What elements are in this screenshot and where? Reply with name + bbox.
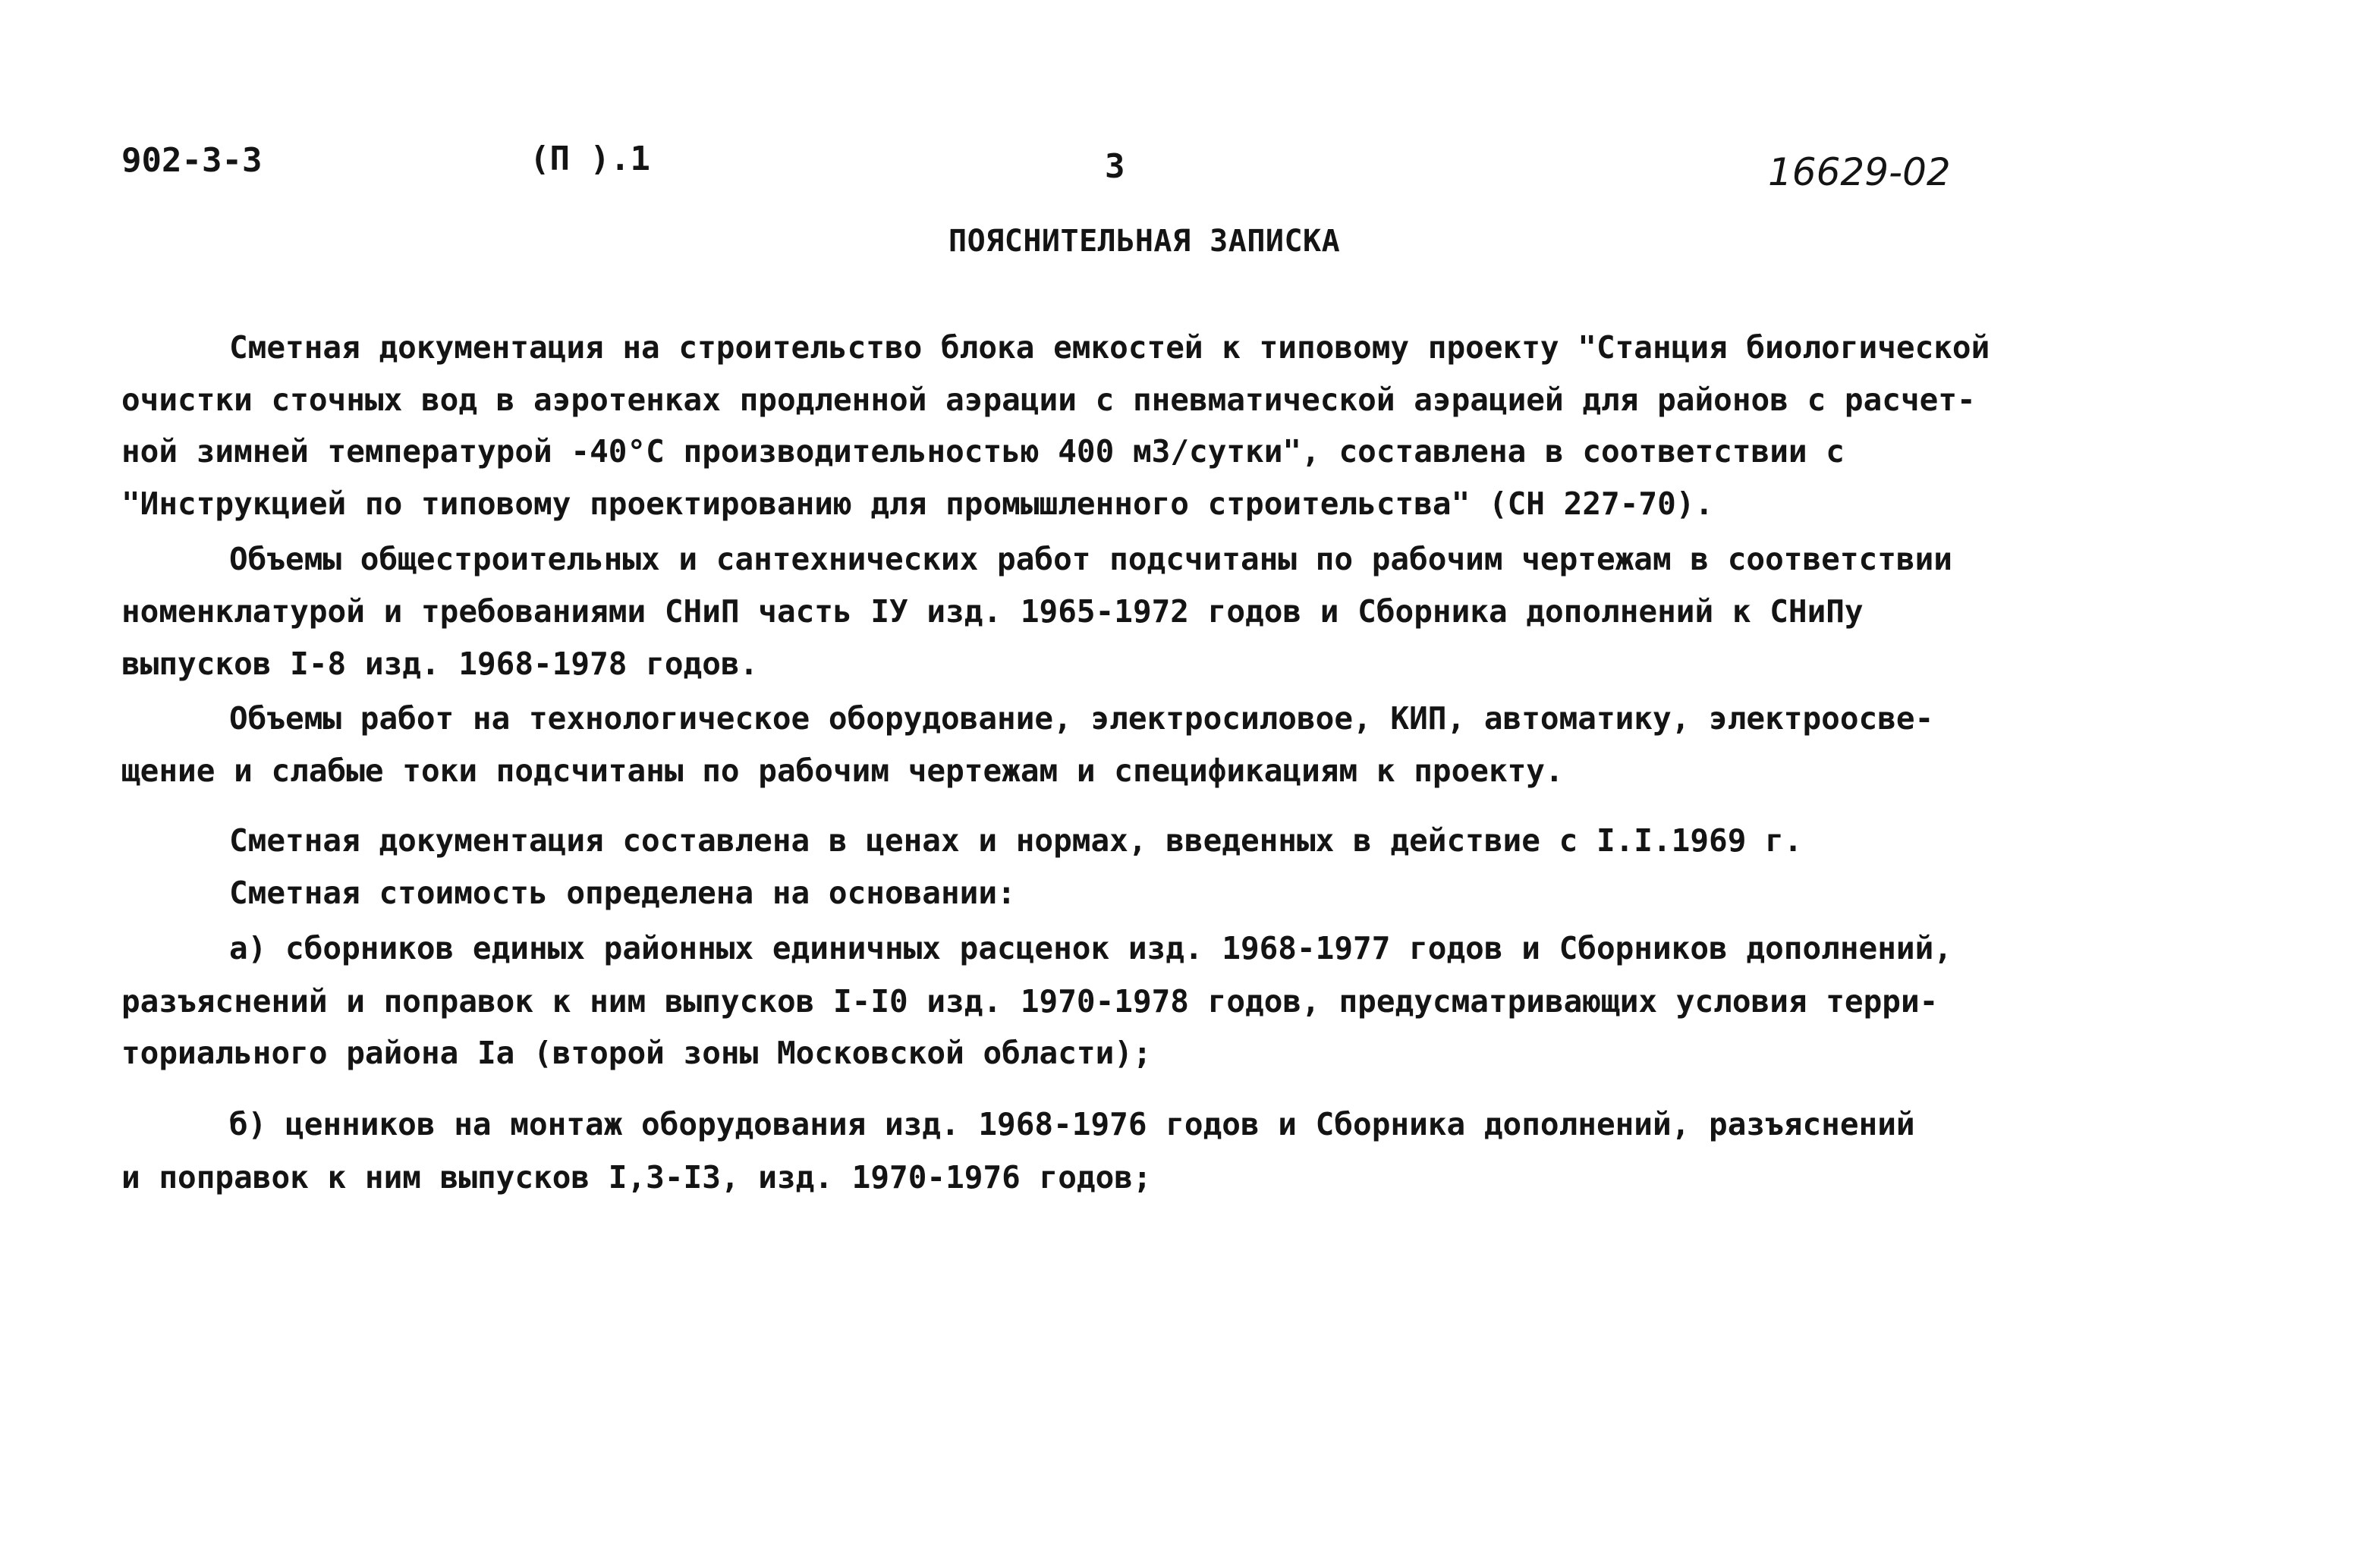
text-line: ториального района Iа (второй зоны Московской области); <box>121 1035 1152 1071</box>
document-title: ПОЯСНИТЕЛЬНАЯ ЗАПИСКА <box>948 224 1341 259</box>
text-line: а) сборников единых районных единичных расценок изд. 1968-1977 годов и Сборников дополнений, <box>229 930 1952 966</box>
text-line: щение и слабые токи подсчитаны по рабочим чертежам и спецификациям к проекту. <box>121 753 1564 789</box>
text-line: Сметная документация составлена в ценах и нормах, введенных в действие с I.I.1969 г. <box>229 822 1803 859</box>
text-line: Объемы общестроительных и сантехнических работ подсчитаны по рабочим чертежам в соответствии <box>229 541 1952 577</box>
project-code: 902-3-3 <box>121 141 263 180</box>
text-line: и поправок к ним выпусков I,3-I3, изд. 1970-1976 годов; <box>121 1159 1152 1196</box>
text-line: разъяснений и поправок к ним выпусков I-I0 изд. 1970-1978 годов, предусматривающих условия терри- <box>121 983 1939 1020</box>
section-marker: (П ).1 <box>530 140 650 178</box>
text-fragment: °С производительностью 400 м3/сутки", составлена в соответствии с <box>627 433 1845 470</box>
text-line: выпусков I-8 изд. 1968-1978 годов. <box>121 646 759 682</box>
text-line <box>121 433 1845 470</box>
text-line: очистки сточных вод в аэротенках продленной аэрации с пневматической аэрацией для районов с расчет- <box>121 382 1976 418</box>
text-line: Сметная стоимость определена на основании: <box>229 875 1016 911</box>
inventory-number: 16629-02 <box>1768 150 1951 194</box>
text-line: б) ценников на монтаж оборудования изд. 1968-1976 годов и Сборника дополнений, разъяснений <box>229 1106 1915 1142</box>
text-fragment: ной зимней температурой -40 <box>121 433 628 470</box>
text-line: номенклатурой и требованиями СНиП часть IУ изд. 1965-1972 годов и Сборника дополнений к СНиПу <box>121 593 1864 630</box>
page-number: 3 <box>1105 147 1125 186</box>
text-line: "Инструкцией по типовому проектированию для промышленного строительства" (СН 227-70). <box>121 485 1714 522</box>
text-line: Сметная документация на строительство блока емкостей к типовому проекту "Станция биологической <box>229 329 1990 366</box>
text-line: Объемы работ на технологическое оборудование, электросиловое, КИП, автоматику, электроосве- <box>229 700 1934 737</box>
